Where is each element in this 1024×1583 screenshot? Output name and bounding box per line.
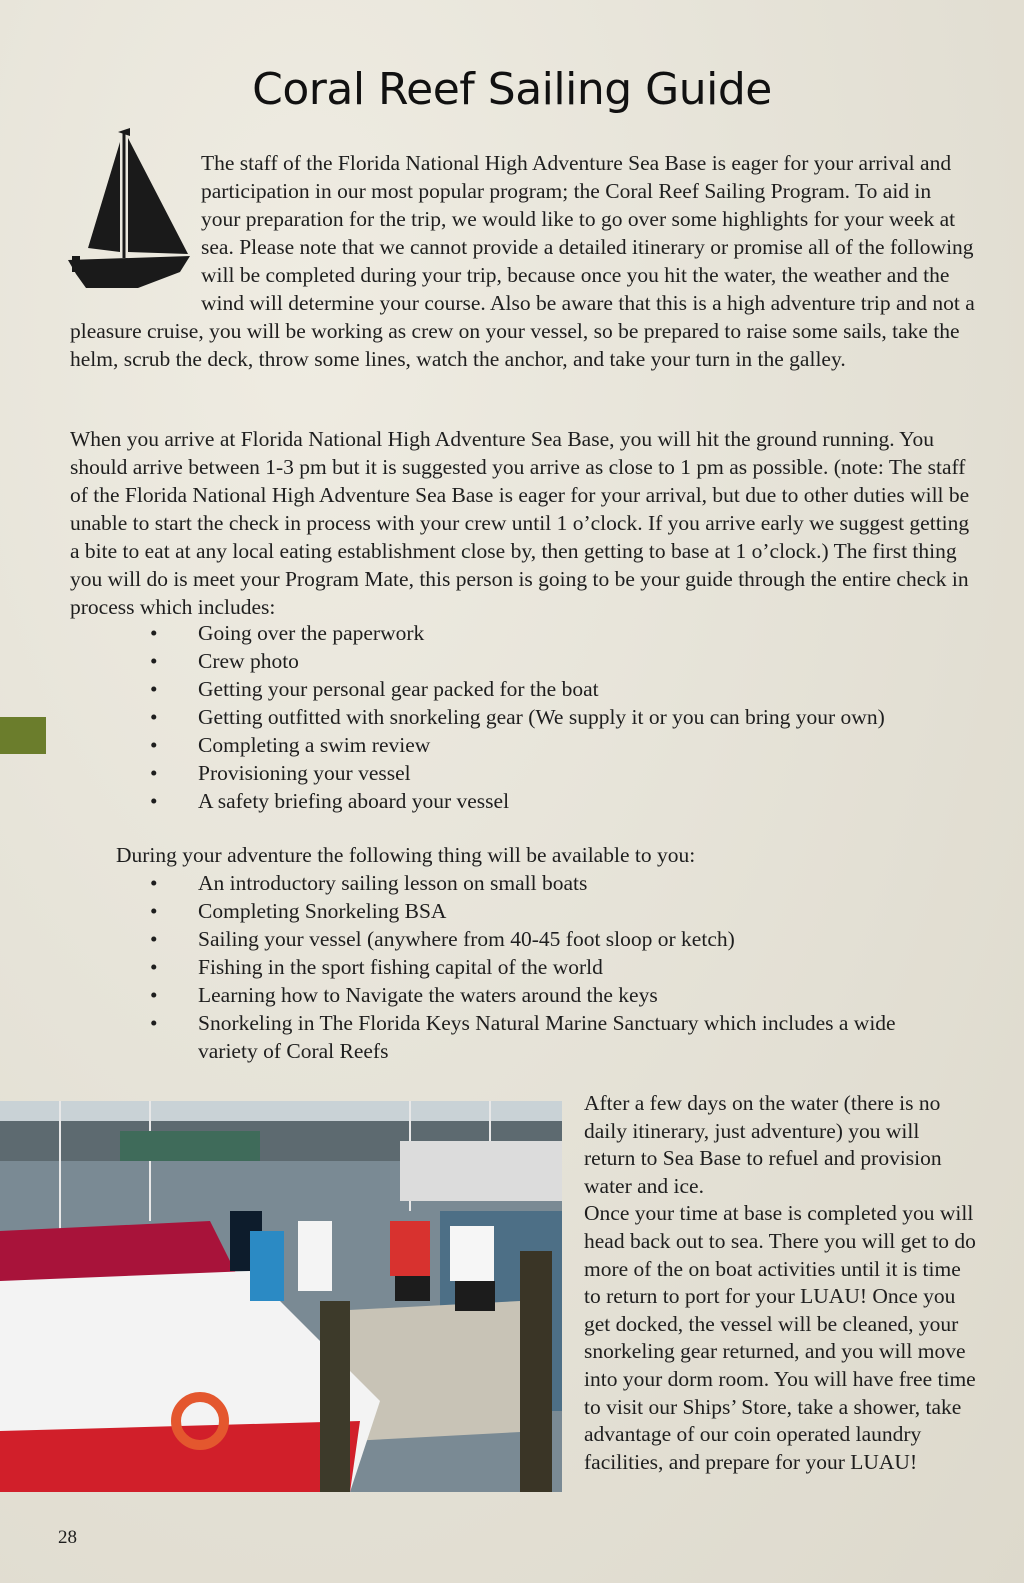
photo-illustration xyxy=(0,1101,562,1492)
activities-list xyxy=(150,869,950,1065)
page-number: 28 xyxy=(58,1527,77,1548)
icon-wrap-spacer xyxy=(70,149,201,317)
page-title: Coral Reef Sailing Guide xyxy=(252,64,772,115)
list-item: • Sailing your vessel (anywhere from 40-45 foot sloop or ketch) xyxy=(150,925,950,953)
list-item: • Crew photo xyxy=(150,647,950,675)
intro-text: The staff of the Florida National High Adventure Sea Base is eager for your arrival and participation in our most popular program; the Coral Reef Sailing Program. To aid in your preparation for the trip, we would like to go over some highlights for your week at sea. Please note that we cannot provide a detailed itinerary or promise all of the following will be completed during your trip, because once you hit the water, the weather and the wind will determine your course. Also be aware that this is a high adventure trip and not a pleasure cruise, you will be working as crew on your vessel, so be prepared to raise some sails, take the helm, scrub the deck, throw some lines, watch the anchor, and take your turn in the galley. xyxy=(70,151,975,371)
arrival-paragraph: When you arrive at Florida National High Adventure Sea Base, you will hit the ground running. You should arrive between 1-3 pm but it is suggested you arrive as close to 1 pm as possible. (note: The staff of the Florida National High Adventure Sea Base is eager for your arrival, but due to other duties will be unable to start the check in process with your crew until 1 o’clock. If you arrive early we suggest getting a bite to eat at any local eating establishment close by, then getting to base at 1 o’clock.) The first thing you will do is meet your Program Mate, this person is going to be your guide through the entire check in process which includes: xyxy=(70,427,970,619)
list-item: • An introductory sailing lesson on small boats xyxy=(150,869,950,897)
checkin-list xyxy=(150,619,950,815)
during-intro: During your adventure the following thing will be available to you: xyxy=(116,843,696,867)
list-item: • Completing Snorkeling BSA xyxy=(150,897,950,925)
crew-dock-photo xyxy=(0,1101,562,1492)
closing-paragraph-2: Once your time at base is completed you will head back out to sea. There you will get to do more of the on boat activities until it is time to return to port for your LUAU! Once you get docked, the vessel will be cleaned, your snorkeling gear returned, and you will move into your dorm room. You will have free time to visit our Ships’ Store, take a shower, take advantage of our coin operated laundry facilities, and prepare for your LUAU! xyxy=(584,1201,976,1474)
list-item: • Getting your personal gear packed for the boat xyxy=(150,675,950,703)
list-item: • Provisioning your vessel xyxy=(150,759,950,787)
list-item: • Completing a swim review xyxy=(150,731,950,759)
list-item: • Getting outfitted with snorkeling gear (We supply it or you can bring your own) xyxy=(150,703,950,731)
list-item: • Snorkeling in The Florida Keys Natural Marine Sanctuary which includes a wide variety of Coral Reefs xyxy=(150,1009,950,1065)
list-item: • Fishing in the sport fishing capital of the world xyxy=(150,953,950,981)
list-item: • A safety briefing aboard your vessel xyxy=(150,787,950,815)
list-item: • Going over the paperwork xyxy=(150,619,950,647)
section-tab-marker xyxy=(0,717,46,754)
intro-paragraph xyxy=(70,149,975,373)
closing-paragraph-1: After a few days on the water (there is no daily itinerary, just adventure) you will return to Sea Base to refuel and provision water and ice. xyxy=(584,1091,942,1198)
list-item: • Learning how to Navigate the waters around the keys xyxy=(150,981,950,1009)
closing-text xyxy=(584,1090,976,1476)
